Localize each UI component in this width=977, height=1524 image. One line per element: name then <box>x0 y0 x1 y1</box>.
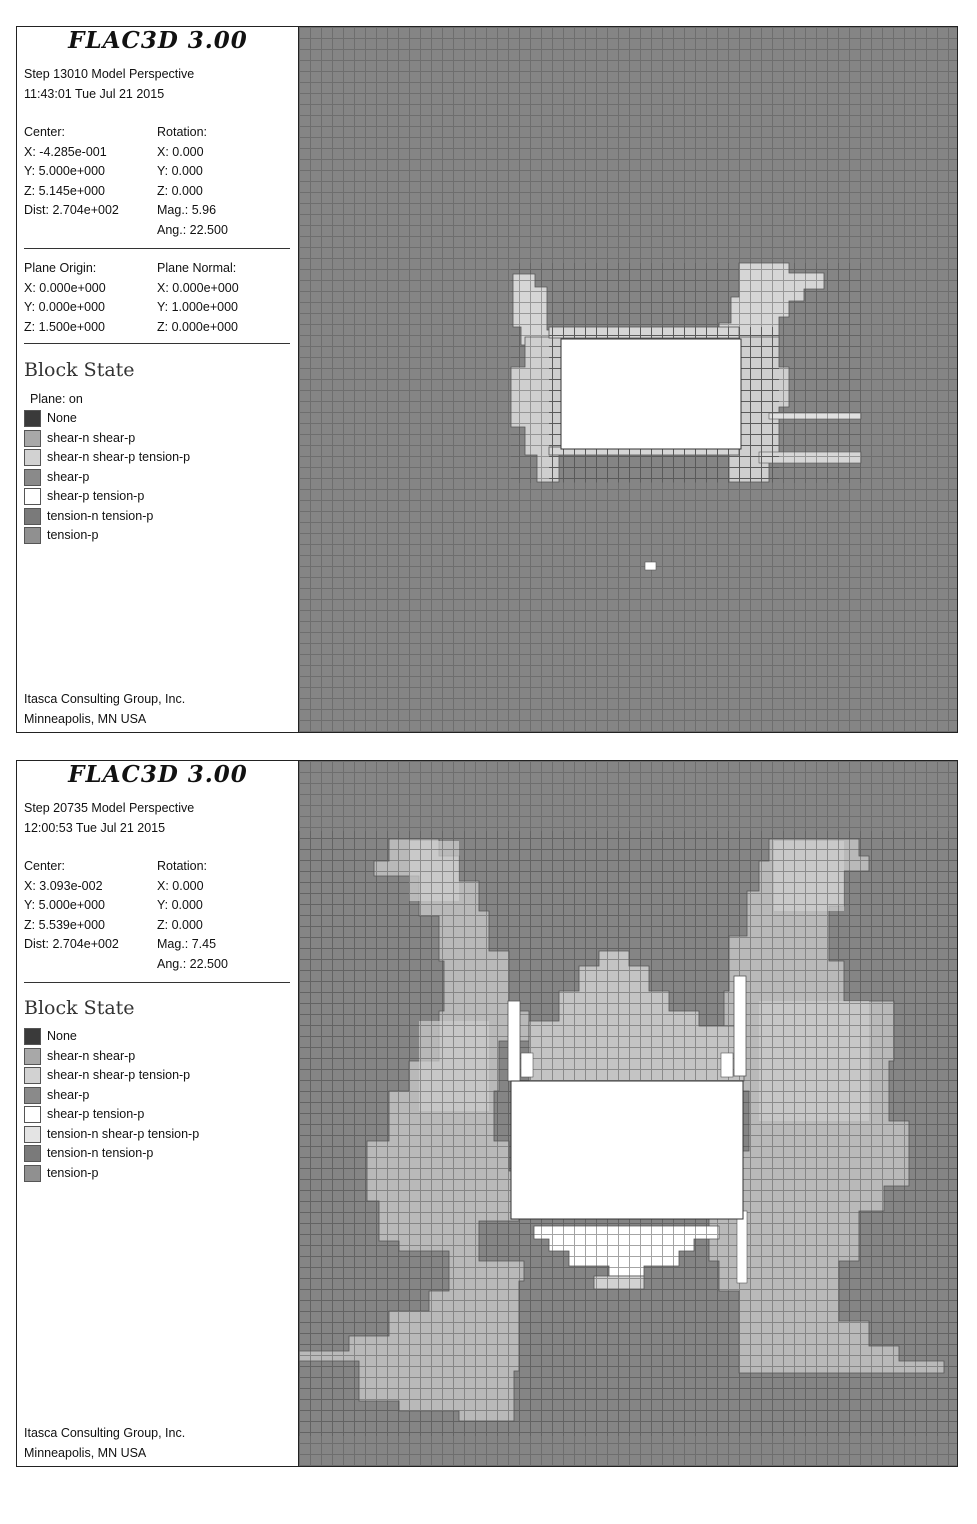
legend-swatch <box>24 1087 41 1104</box>
legend-swatch <box>24 1028 41 1045</box>
legend-item <box>24 1144 199 1164</box>
rotation-z: Z: 0.000 <box>157 183 203 198</box>
legend-label: tension-p <box>47 1165 99 1180</box>
plane-normal-y: Y: 1.000e+000 <box>157 300 238 314</box>
footer-company: Itasca Consulting Group, Inc. <box>24 692 186 706</box>
legend-label: shear-p <box>47 469 90 484</box>
plane-state: Plane: on <box>30 392 83 406</box>
rotation-y: Y: 0.000 <box>157 898 203 912</box>
legend-item <box>24 1105 199 1125</box>
rotation-heading: Rotation: <box>157 859 208 873</box>
legend-label: shear-p <box>47 1087 90 1102</box>
legend-item <box>24 1047 199 1067</box>
legend-swatch <box>24 1145 41 1162</box>
legend-item <box>24 429 190 449</box>
plane-origin-x: X: 0.000e+000 <box>24 280 106 295</box>
legend-swatch <box>24 430 41 447</box>
legend-title: Block State <box>24 359 135 381</box>
rotation-mag: Mag.: 5.96 <box>157 203 217 217</box>
legend-item <box>24 1164 199 1184</box>
block-state-plot <box>299 27 957 732</box>
step-line: Step 13010 Model Perspective <box>24 67 195 81</box>
legend-label: tension-n tension-p <box>47 508 154 523</box>
block-state-legend <box>24 1027 199 1183</box>
center-info <box>24 123 119 221</box>
center-heading: Center: <box>24 125 65 139</box>
center-y: Y: 5.000e+000 <box>24 164 105 178</box>
step-info <box>24 65 194 104</box>
legend-swatch <box>24 469 41 486</box>
rotation-info <box>157 123 228 240</box>
legend-item <box>24 409 190 429</box>
rotation-heading: Rotation: <box>157 125 208 139</box>
step-info <box>24 799 194 838</box>
legend-item <box>24 1066 199 1086</box>
center-x: X: -4.285e-001 <box>24 144 107 159</box>
legend-swatch <box>24 1048 41 1065</box>
app-title: FLAC3D 3.00 <box>68 27 248 54</box>
legend-label: tension-n tension-p <box>47 1146 154 1160</box>
legend-label: shear-p tension-p <box>47 489 145 503</box>
plane-normal-x: X: 0.000e+000 <box>157 280 239 295</box>
flac3d-plot-panel <box>16 760 958 1467</box>
legend-item <box>24 468 190 488</box>
model-viewport[interactable] <box>299 27 957 732</box>
legend-swatch <box>24 410 41 427</box>
center-z: Z: 5.145e+000 <box>24 183 105 198</box>
footer-company: Itasca Consulting Group, Inc. <box>24 1426 186 1440</box>
legend-label: shear-p tension-p <box>47 1107 145 1121</box>
plane-origin-heading: Plane Origin: <box>24 261 97 275</box>
rotation-y: Y: 0.000 <box>157 164 203 178</box>
legend-item <box>24 526 190 546</box>
plot-info-sidebar <box>17 761 299 1466</box>
footer-location: Minneapolis, MN USA <box>24 1445 147 1460</box>
rotation-ang: Ang.: 22.500 <box>157 956 228 971</box>
yield-zone <box>299 831 957 1436</box>
legend-swatch <box>24 1067 41 1084</box>
legend-swatch <box>24 488 41 505</box>
footer-credit <box>24 1424 185 1463</box>
model-viewport[interactable] <box>299 761 957 1466</box>
timestamp: 11:43:01 Tue Jul 21 2015 <box>24 86 165 101</box>
plane-normal-z: Z: 0.000e+000 <box>157 319 238 334</box>
legend-label: None <box>47 411 77 425</box>
plane-origin-info <box>24 259 106 337</box>
legend-label: shear-n shear-p tension-p <box>47 450 191 464</box>
plane-origin-y: Y: 0.000e+000 <box>24 300 105 314</box>
rotation-z: Z: 0.000 <box>157 917 203 932</box>
rotation-info <box>157 857 228 974</box>
legend-item <box>24 1125 199 1145</box>
plot-info-sidebar <box>17 27 299 732</box>
legend-label: shear-n shear-p <box>47 1048 136 1063</box>
footer-location: Minneapolis, MN USA <box>24 711 147 726</box>
legend-swatch <box>24 1126 41 1143</box>
center-heading: Center: <box>24 859 65 873</box>
rotation-x: X: 0.000 <box>157 878 204 893</box>
center-dist: Dist: 2.704e+002 <box>24 203 119 217</box>
legend-swatch <box>24 1106 41 1123</box>
plane-origin-z: Z: 1.500e+000 <box>24 319 105 334</box>
center-dist: Dist: 2.704e+002 <box>24 937 119 951</box>
legend-swatch <box>24 449 41 466</box>
center-y: Y: 5.000e+000 <box>24 898 105 912</box>
legend-swatch <box>24 508 41 525</box>
divider <box>24 248 290 249</box>
rotation-x: X: 0.000 <box>157 144 204 159</box>
center-x: X: 3.093e-002 <box>24 878 103 893</box>
block-state-plot <box>299 761 957 1466</box>
center-info <box>24 857 119 955</box>
legend-swatch <box>24 527 41 544</box>
legend-item <box>24 487 190 507</box>
rotation-ang: Ang.: 22.500 <box>157 222 228 237</box>
legend-swatch <box>24 1165 41 1182</box>
plane-normal-heading: Plane Normal: <box>157 261 237 275</box>
step-line: Step 20735 Model Perspective <box>24 801 195 815</box>
divider <box>24 982 290 983</box>
timestamp: 12:00:53 Tue Jul 21 2015 <box>24 820 166 835</box>
legend-item <box>24 448 190 468</box>
legend-label: shear-n shear-p tension-p <box>47 1068 191 1082</box>
legend-item <box>24 1086 199 1106</box>
legend-item <box>24 507 190 527</box>
legend-label: None <box>47 1029 77 1043</box>
block-state-legend <box>24 409 190 546</box>
app-title: FLAC3D 3.00 <box>68 761 248 788</box>
legend-label: shear-n shear-p <box>47 430 136 445</box>
divider <box>24 343 290 344</box>
footer-credit <box>24 690 185 729</box>
legend-title: Block State <box>24 997 135 1019</box>
legend-item <box>24 1027 199 1047</box>
plane-normal-info <box>157 259 239 337</box>
rotation-mag: Mag.: 7.45 <box>157 937 217 951</box>
flac3d-plot-panel <box>16 26 958 733</box>
legend-label: tension-p <box>47 528 99 542</box>
center-z: Z: 5.539e+000 <box>24 917 105 932</box>
legend-label: tension-n shear-p tension-p <box>47 1126 200 1141</box>
